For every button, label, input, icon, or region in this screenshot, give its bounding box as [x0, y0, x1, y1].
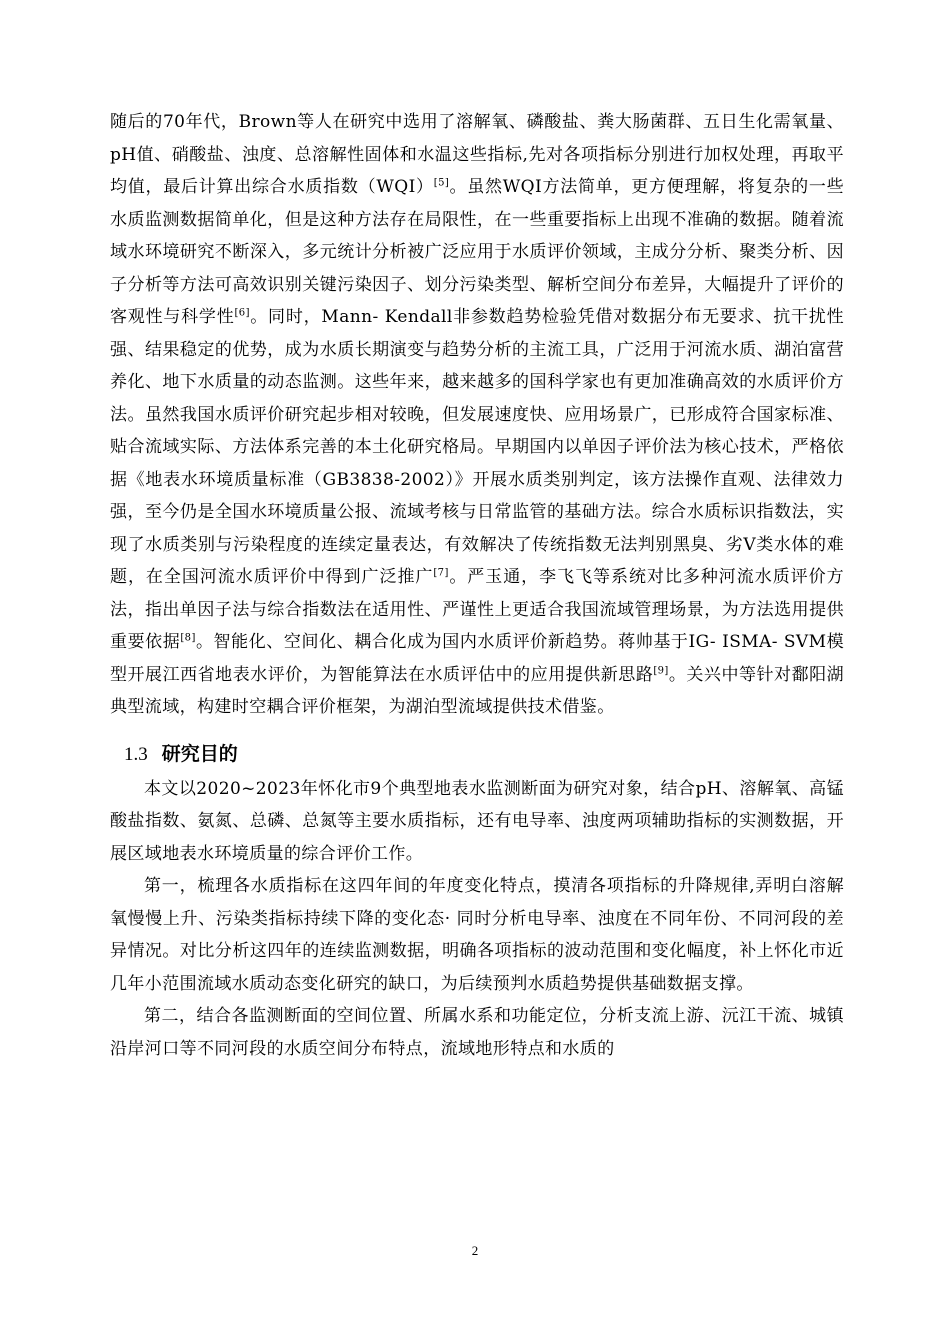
- body-paragraph: 本文以2020~2023年怀化市9个典型地表水监测断面为研究对象，结合pH、溶解氧、高锰酸盐指数、氨氮、总磷、总氮等主要水质指标，还有电导率、浊度两项辅助指标的实测数据，开展区域地表水环境质量的综合评价工作。: [110, 778, 844, 864]
- citation-marker: [7]: [433, 567, 449, 579]
- section-title: 研究目的: [161, 742, 238, 765]
- text-run: 。同时，Mann- Kendall非参数趋势检验凭借对数据分布无要求、抗干扰性强、结果稳定的优势，成为水质长期演变与趋势分析的主流工具，广泛用于河流水质、湖泊富营养化、地下水质量的动态监测。这些年来，越来越多的国科学家也有更加准确高效的水质评价方法。虽然我国水质评价研究起步相对较晚，但发展速度快、应用场景广，已形成符合国家标准、贴合流域实际、方法体系完善的本土化研究格局。早期国内以单因子评价法为核心技术，严格依据《地表水环境质量标准（GB3838-2002）》开展水质类别判定，该方法操作直观、法律效力强，至今仍是全国水环境质量公报、流域考核与日常监管的基础方法。综合水质标识指数法，实现了水质类别与污染程度的连续定量表达，有效解决了传统指数无法判别黑臭、劣V类水体的难题，在全国河流水质评价中得到广泛推广: [110, 307, 844, 587]
- text-run: 。虽然WQI方法简单，更方便理解，将复杂的一些水质监测数据简单化，但是这种方法存在局限性，在一些重要指标上出现不准确的数据。随着流域水环境研究不断深入，多元统计分析被广泛应用于水质评价领域，主成分分析、聚类分析、因子分析等方法可高效识别关键污染因子、划分污染类型、解析空间分布差异，大幅提升了评价的客观性与科学性: [110, 177, 844, 327]
- citation-marker: [6]: [234, 307, 250, 319]
- page-number: 2: [471, 1243, 479, 1258]
- section-number: 1.3: [124, 743, 148, 765]
- text-run: 。严玉通，李飞飞等系统对比多种河流水质评价方法，指出单因子法与综合指数法在适用性、严谨性上更适合我国流域管理场景，为方法选用提供重要依据: [110, 567, 844, 652]
- body-paragraph: 第一，梳理各水质指标在这四年间的年度变化特点，摸清各项指标的升降规律,弄明白溶解氧慢慢上升、污染类指标持续下降的变化态· 同时分析电导率、浊度在不同年份、不同河段的差异情况。对比分析这四年的连续监测数据，明确各项指标的波动范围和变化幅度，补上怀化市近几年小范围流域水质动态变化研究的缺口，为后续预判水质趋势提供基础数据支撑。: [110, 876, 844, 994]
- text-run: 。智能化、空间化、耦合化成为国内水质评价新趋势。蒋帅基于IG- ISMA- SVM模型开展江西省地表水评价，为智能算法在水质评估中的应用提供新思路: [110, 632, 844, 685]
- body-paragraph: 第二，结合各监测断面的空间位置、所属水系和功能定位，分析支流上游、沅江干流、城镇沿岸河口等不同河段的水质空间分布特点，流域地形特点和水质的: [110, 1006, 844, 1059]
- citation-marker: [8]: [180, 632, 196, 644]
- text-run: 随后的70年代，Brown等人在研究中选用了溶解氧、磷酸盐、粪大肠菌群、五日生化需氧量、pH值、硝酸盐、浊度、总溶解性固体和水温这些指标,先对各项指标分别进行加权处理，再取平均值，最后计算出综合水质指数（WQI）: [110, 112, 844, 197]
- section-heading: [124, 738, 844, 771]
- page-content: [110, 106, 844, 1065]
- text-run: 。关兴中等针对鄱阳湖典型流域，构建时空耦合评价框架，为湖泊型流域提供技术借鉴。: [110, 664, 845, 717]
- body-paragraph: [110, 106, 844, 724]
- citation-marker: [9]: [653, 664, 669, 676]
- citation-marker: [5]: [433, 177, 450, 189]
